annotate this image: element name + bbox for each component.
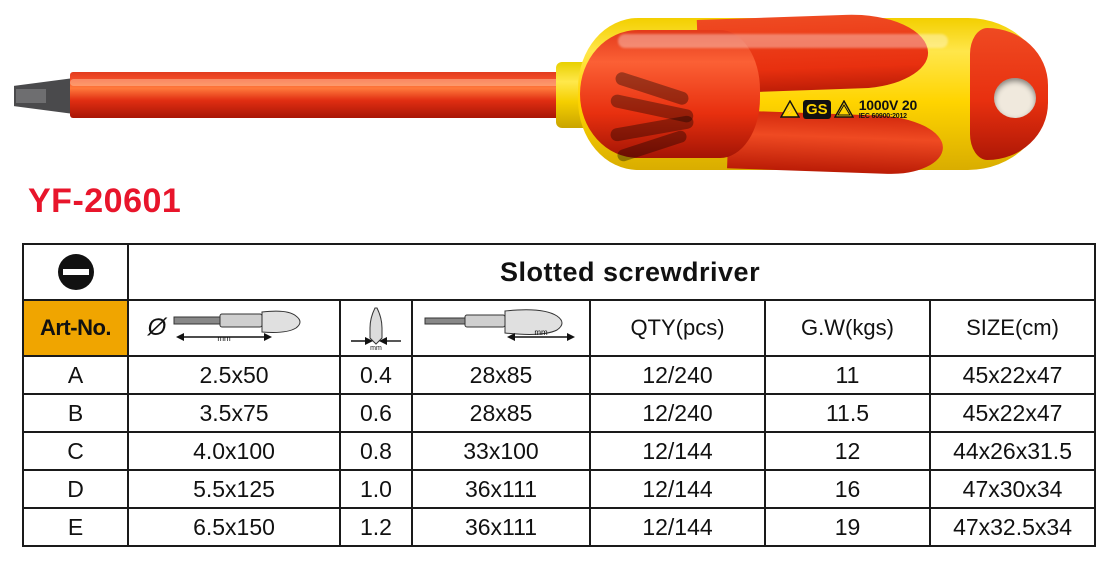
- cell-size: 44x26x31.5: [930, 432, 1095, 470]
- svg-text:mm: mm: [370, 345, 382, 351]
- table-title-row: [23, 244, 1095, 300]
- product-photo: [0, 0, 1117, 180]
- header-art-no: Art-No.: [23, 300, 128, 356]
- header-diameter: [128, 300, 340, 356]
- cell-art-no: C: [23, 432, 128, 470]
- cell-diameter: 4.0x100: [128, 432, 340, 470]
- cell-thickness: 1.0: [340, 470, 412, 508]
- cell-qty: 12/144: [590, 432, 765, 470]
- cell-art-no: E: [23, 508, 128, 546]
- cell-gw: 11.5: [765, 394, 930, 432]
- screwdriver-shaft: [70, 72, 580, 118]
- cell-art-no: A: [23, 356, 128, 394]
- slotted-head-icon-cell: [23, 244, 128, 300]
- cell-thickness: 0.4: [340, 356, 412, 394]
- handle-grip: [580, 30, 760, 158]
- header-qty: QTY(pcs): [590, 300, 765, 356]
- table-header-row: [23, 300, 1095, 356]
- warning-triangle-icon: [780, 100, 800, 118]
- svg-text:mm: mm: [217, 334, 231, 343]
- svg-text:mm: mm: [534, 328, 548, 337]
- header-thickness: [340, 300, 412, 356]
- cell-length: 33x100: [412, 432, 590, 470]
- cell-length: 36x111: [412, 508, 590, 546]
- cell-size: 47x32.5x34: [930, 508, 1095, 546]
- cell-thickness: 1.2: [340, 508, 412, 546]
- double-triangle-icon: [834, 100, 854, 118]
- svg-text:⚡: ⚡: [785, 107, 795, 116]
- certification-text: [859, 98, 917, 120]
- cell-length: 28x85: [412, 356, 590, 394]
- thickness-pictogram-icon: [347, 305, 405, 351]
- cell-size: 47x30x34: [930, 470, 1095, 508]
- handle-hanging-hole: [994, 78, 1036, 118]
- table-title: Slotted screwdriver: [128, 244, 1095, 300]
- table-row: [23, 394, 1095, 432]
- cell-thickness: 0.8: [340, 432, 412, 470]
- cell-length: 28x85: [412, 394, 590, 432]
- cell-qty: 12/240: [590, 394, 765, 432]
- cell-qty: 12/240: [590, 356, 765, 394]
- cell-diameter: 5.5x125: [128, 470, 340, 508]
- cell-diameter: 6.5x150: [128, 508, 340, 546]
- handle-highlight: [618, 34, 948, 48]
- cell-gw: 19: [765, 508, 930, 546]
- table-row: [23, 508, 1095, 546]
- cell-gw: 16: [765, 470, 930, 508]
- header-length: [412, 300, 590, 356]
- table-row: [23, 356, 1095, 394]
- header-gw: G.W(kgs): [765, 300, 930, 356]
- cell-qty: 12/144: [590, 470, 765, 508]
- cell-art-no: D: [23, 470, 128, 508]
- cell-gw: 11: [765, 356, 930, 394]
- diameter-pictogram-icon: [170, 307, 320, 349]
- model-number: YF-20601: [28, 182, 182, 220]
- diameter-symbol: Ø: [147, 314, 167, 341]
- cell-size: 45x22x47: [930, 356, 1095, 394]
- certification-standard: IEC 60900:2012: [858, 112, 907, 120]
- table-row: [23, 432, 1095, 470]
- specification-table: [22, 243, 1096, 547]
- cell-diameter: 3.5x75: [128, 394, 340, 432]
- cell-diameter: 2.5x50: [128, 356, 340, 394]
- table-row: [23, 470, 1095, 508]
- slotted-head-icon: [58, 254, 94, 290]
- certification-voltage: 1000V 20: [858, 96, 918, 113]
- screwdriver-tip: [14, 78, 74, 114]
- certification-label: [778, 92, 942, 126]
- cell-art-no: B: [23, 394, 128, 432]
- cell-thickness: 0.6: [340, 394, 412, 432]
- screwdriver-handle: [578, 18, 1048, 170]
- cell-size: 45x22x47: [930, 394, 1095, 432]
- length-pictogram-icon: [421, 307, 581, 349]
- cell-qty: 12/144: [590, 508, 765, 546]
- gs-mark-icon: GS: [803, 100, 831, 119]
- header-size: SIZE(cm): [930, 300, 1095, 356]
- cell-length: 36x111: [412, 470, 590, 508]
- cell-gw: 12: [765, 432, 930, 470]
